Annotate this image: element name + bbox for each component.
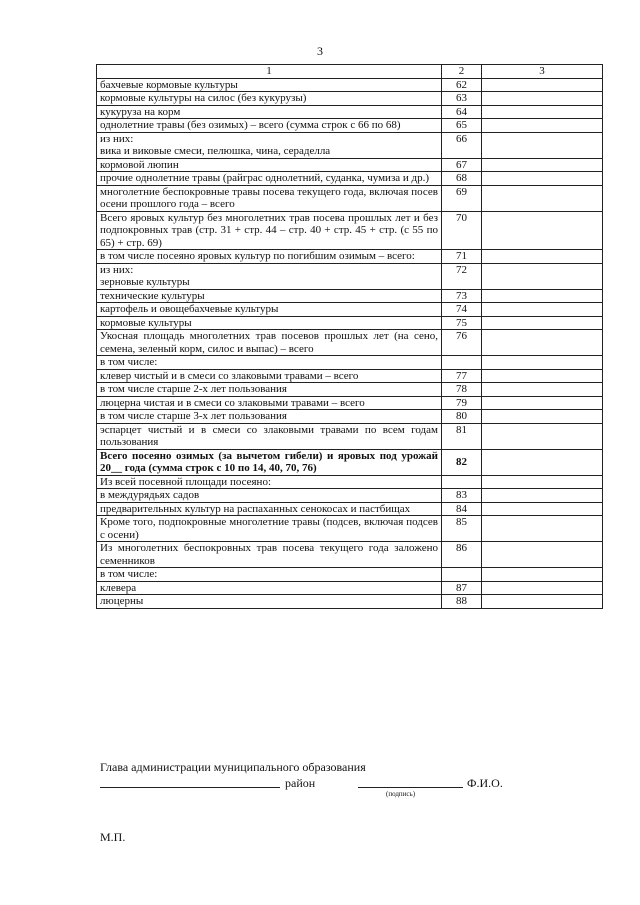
row-code: 64 [442,105,482,119]
row-value[interactable] [482,542,603,568]
table-row [97,581,603,595]
row-label: прочие однолетние травы (райграс однолетний, суданка, чумиза и др.) [97,172,442,186]
row-label: из них: зерновые культуры [97,263,442,289]
row-code: 70 [442,211,482,250]
row-label: в том числе старше 3-х лет пользования [97,410,442,424]
row-value[interactable] [482,502,603,516]
row-label: клевера [97,581,442,595]
row-value[interactable] [482,105,603,119]
row-label: кукуруза на корм [97,105,442,119]
table-row [97,316,603,330]
table-row [97,330,603,356]
header-col-1: 1 [97,65,442,79]
header-col-2: 2 [442,65,482,79]
row-value[interactable] [482,172,603,186]
signature-hint: (подпись) [386,790,416,798]
signature-block [100,760,620,796]
row-code: 88 [442,595,482,609]
header-col-3: 3 [482,65,603,79]
row-label: кормовые культуры на силос (без кукурузы) [97,92,442,106]
page-number: 3 [317,44,323,58]
row-label: Из многолетних беспокровных трав посева текущего года заложено семенников [97,542,442,568]
row-label: люцерна чистая и в смеси со злаковыми травами – всего [97,396,442,410]
row-code: 82 [442,449,482,475]
row-label: в междурядьях садов [97,489,442,503]
row-label: в том числе посеяно яровых культур по погибшим озимым – всего: [97,250,442,264]
row-code: 77 [442,369,482,383]
row-label: бахчевые кормовые культуры [97,78,442,92]
row-value[interactable] [482,263,603,289]
row-code: 75 [442,316,482,330]
row-label: кормовой люпин [97,158,442,172]
row-value[interactable] [482,475,603,489]
row-code: 83 [442,489,482,503]
table-row [97,250,603,264]
row-value[interactable] [482,595,603,609]
table-header-row [97,65,603,79]
table-row [97,356,603,370]
row-code: 87 [442,581,482,595]
district-label: район [285,776,316,790]
row-value[interactable] [482,330,603,356]
table-row [97,132,603,158]
row-value[interactable] [482,250,603,264]
row-label: Из всей посевной площади посеяно: [97,475,442,489]
row-value[interactable] [482,289,603,303]
table-row [97,423,603,449]
row-value[interactable] [482,356,603,370]
row-value[interactable] [482,132,603,158]
row-value[interactable] [482,449,603,475]
row-value[interactable] [482,568,603,582]
row-value[interactable] [482,581,603,595]
table-row [97,568,603,582]
row-code: 72 [442,263,482,289]
row-code: 76 [442,330,482,356]
municipality-blank [100,787,280,788]
table-row [97,78,603,92]
row-label: многолетние беспокровные травы посева текущего года, включая посев осени прошлого года – всего [97,185,442,211]
row-value[interactable] [482,396,603,410]
row-value[interactable] [482,158,603,172]
row-code [442,475,482,489]
row-code: 71 [442,250,482,264]
row-code: 73 [442,289,482,303]
row-value[interactable] [482,423,603,449]
row-value[interactable] [482,410,603,424]
crop-area-table [96,64,603,609]
row-code: 84 [442,502,482,516]
table-row [97,369,603,383]
row-value[interactable] [482,383,603,397]
table-row [97,383,603,397]
row-value[interactable] [482,516,603,542]
row-code: 68 [442,172,482,186]
table-row [97,92,603,106]
row-label: в том числе: [97,568,442,582]
row-code: 69 [442,185,482,211]
row-label: Всего яровых культур без многолетних трав посева прошлых лет и без подпокровных трав (стр. 31 + стр. 44 – стр. 40 + стр. 45 + стр. (с 55 по 65) + стр. 69) [97,211,442,250]
table-row [97,449,603,475]
row-label: Всего посеяно озимых (за вычетом гибели) и яровых под урожай 20__ года (сумма строк с 10 по 14, 40, 70, 76) [97,449,442,475]
row-value[interactable] [482,211,603,250]
row-code: 78 [442,383,482,397]
row-label: из них: вика и виковые смеси, пелюшка, чина, сераделла [97,132,442,158]
table-row [97,489,603,503]
row-value[interactable] [482,119,603,133]
row-code: 63 [442,92,482,106]
row-label: Кроме того, подпокровные многолетние травы (подсев, включая подсев с осени) [97,516,442,542]
table-row [97,289,603,303]
row-code: 67 [442,158,482,172]
row-value[interactable] [482,92,603,106]
row-label: технические культуры [97,289,442,303]
row-code [442,356,482,370]
row-value[interactable] [482,303,603,317]
table-row [97,410,603,424]
head-title: Глава администрации муниципального образования [100,760,366,774]
table-row [97,595,603,609]
row-code: 85 [442,516,482,542]
fio-label: Ф.И.О. [467,776,503,790]
row-code: 79 [442,396,482,410]
row-value[interactable] [482,78,603,92]
table-row [97,396,603,410]
row-value[interactable] [482,369,603,383]
row-label: люцерны [97,595,442,609]
row-label: эспарцет чистый и в смеси со злаковыми травами по всем годам пользования [97,423,442,449]
row-label: кормовые культуры [97,316,442,330]
table-row [97,542,603,568]
row-code: 74 [442,303,482,317]
row-label: картофель и овощебахчевые культуры [97,303,442,317]
table-row [97,502,603,516]
row-code: 80 [442,410,482,424]
row-value[interactable] [482,489,603,503]
row-code: 81 [442,423,482,449]
table-row [97,105,603,119]
row-code: 66 [442,132,482,158]
row-code: 62 [442,78,482,92]
row-value[interactable] [482,185,603,211]
table-row [97,172,603,186]
row-label: предварительных культур на распаханных сенокосах и пастбищах [97,502,442,516]
row-label: в том числе: [97,356,442,370]
table-row [97,263,603,289]
table-row [97,211,603,250]
table-row [97,475,603,489]
table-row [97,303,603,317]
row-label: однолетние травы (без озимых) – всего (сумма строк с 66 по 68) [97,119,442,133]
row-label: Укосная площадь многолетних трав посевов прошлых лет (на сено, семена, зеленый корм, силос и выпас) – всего [97,330,442,356]
row-value[interactable] [482,316,603,330]
stamp-place: М.П. [100,830,126,844]
row-label: в том числе старше 2-х лет пользования [97,383,442,397]
row-label: клевер чистый и в смеси со злаковыми травами – всего [97,369,442,383]
table-row [97,119,603,133]
row-code [442,568,482,582]
table-row [97,158,603,172]
row-code: 86 [442,542,482,568]
signature-blank [358,787,463,788]
table-row [97,185,603,211]
table-row [97,516,603,542]
row-code: 65 [442,119,482,133]
